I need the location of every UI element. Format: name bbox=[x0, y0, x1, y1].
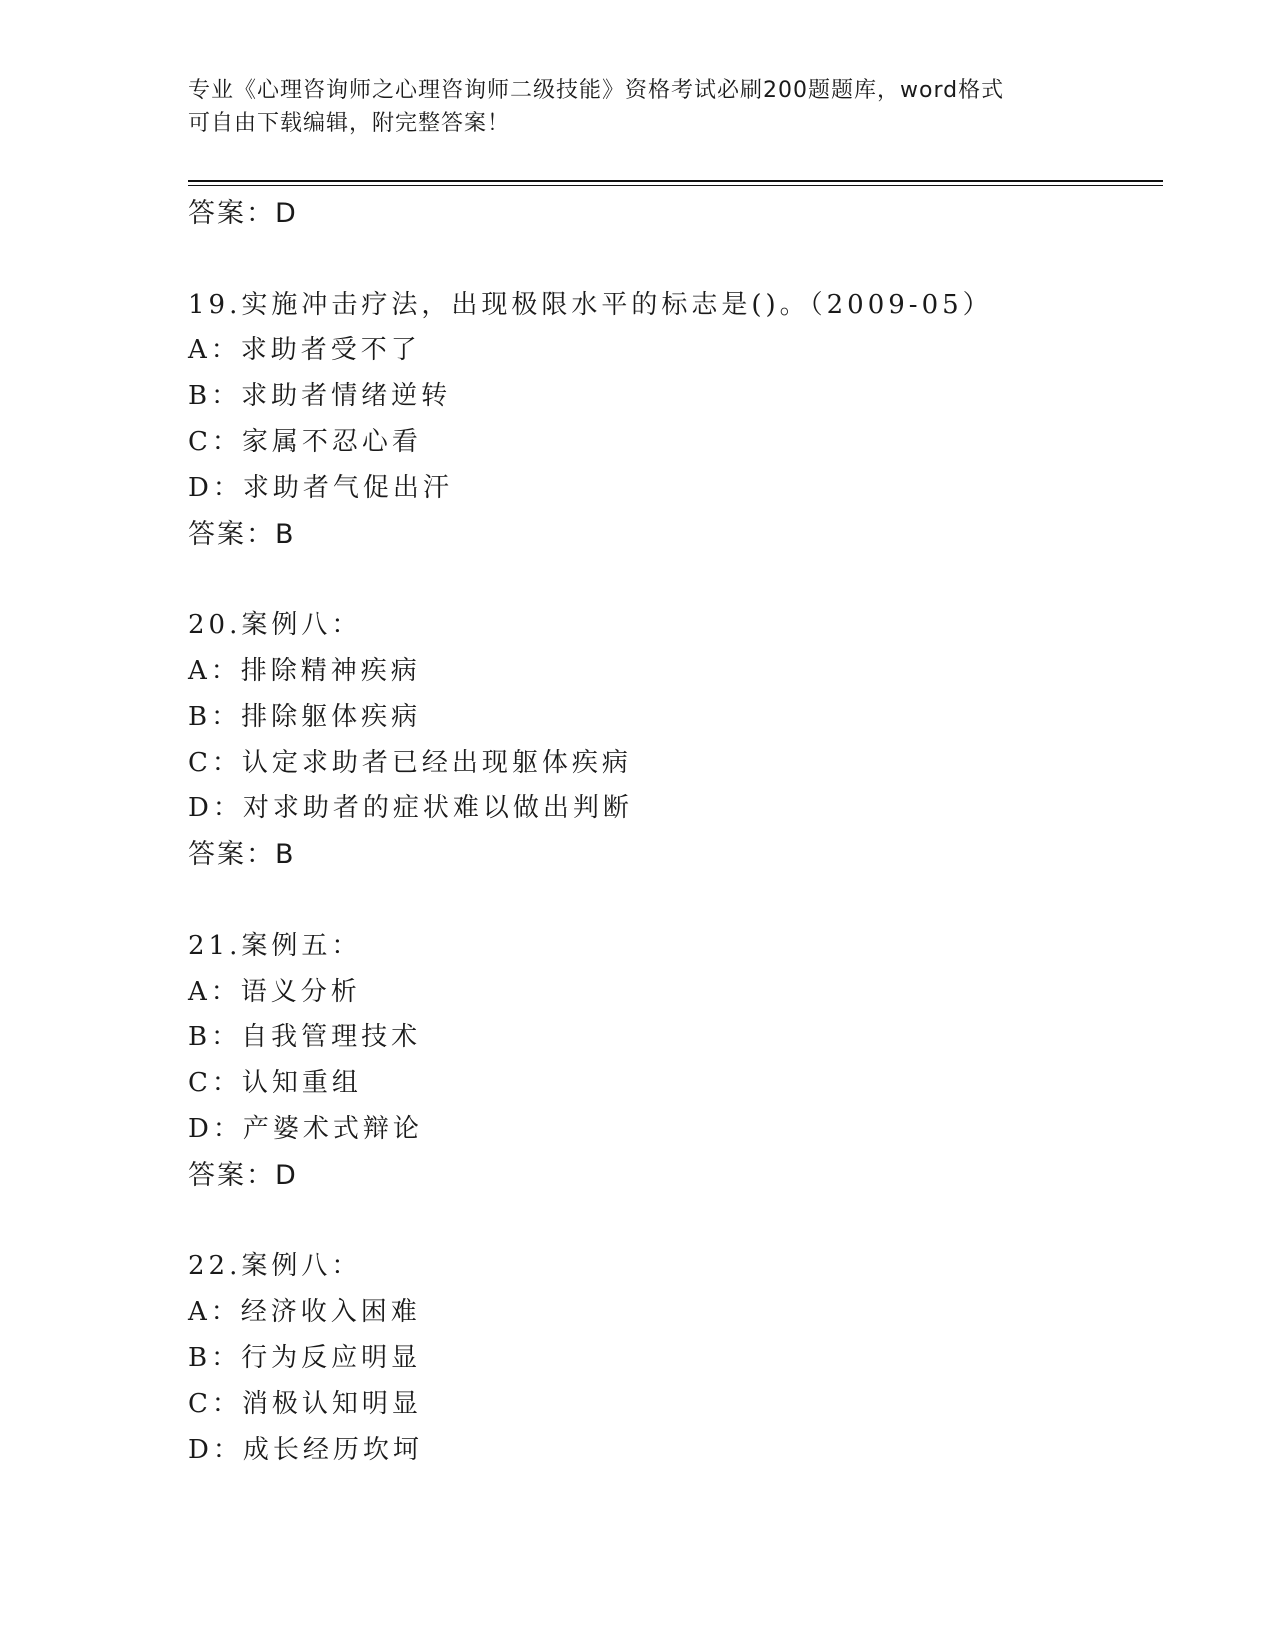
spacer bbox=[188, 557, 1163, 603]
option-d: D：对求助者的症状难以做出判断 bbox=[188, 793, 633, 824]
question-text: 22.案例八： bbox=[188, 1251, 362, 1282]
question-19 bbox=[188, 283, 1163, 558]
option-b: B：排除躯体疾病 bbox=[188, 701, 422, 732]
option-d: D：成长经历坎坷 bbox=[188, 1434, 423, 1465]
option-a: A：经济收入困难 bbox=[188, 1297, 421, 1328]
question-text: 21.案例五： bbox=[188, 930, 362, 961]
option-c: C：认定求助者已经出现躯体疾病 bbox=[188, 747, 632, 778]
spacer bbox=[188, 878, 1163, 924]
option-b: B：自我管理技术 bbox=[188, 1022, 422, 1053]
answer: 答案：D bbox=[188, 1159, 298, 1191]
document-header bbox=[188, 74, 1088, 140]
option-c: C：家属不忍心看 bbox=[188, 426, 422, 457]
option-d: D：求助者气促出汗 bbox=[188, 472, 453, 503]
option-a: A：求助者受不了 bbox=[188, 335, 421, 366]
question-text: 20.案例八： bbox=[188, 610, 362, 641]
answer: 答案：B bbox=[188, 518, 296, 550]
previous-answer: 答案：D bbox=[188, 198, 298, 229]
spacer bbox=[188, 1199, 1163, 1245]
question-20 bbox=[188, 603, 1163, 878]
option-b: B：行为反应明显 bbox=[188, 1342, 422, 1373]
header-line-1: 专业《心理咨询师之心理咨询师二级技能》资格考试必刷200题题库，word格式 bbox=[188, 78, 1005, 103]
header-rule-thin bbox=[188, 185, 1163, 186]
question-list bbox=[188, 191, 1163, 1473]
header-line-2: 可自由下载编辑，附完整答案！ bbox=[188, 111, 511, 136]
option-a: A：语义分析 bbox=[188, 976, 361, 1007]
option-a: A：排除精神疾病 bbox=[188, 655, 421, 686]
option-b: B：求助者情绪逆转 bbox=[188, 381, 452, 412]
question-21 bbox=[188, 924, 1163, 1199]
header-rule-thick bbox=[188, 180, 1163, 182]
option-d: D：产婆术式辩论 bbox=[188, 1113, 423, 1144]
question-text: 19.实施冲击疗法，出现极限水平的标志是()。（2009-05） bbox=[188, 289, 993, 320]
option-c: C：消极认知明显 bbox=[188, 1388, 422, 1419]
spacer bbox=[188, 237, 1163, 283]
question-22 bbox=[188, 1244, 1163, 1473]
option-c: C：认知重组 bbox=[188, 1068, 362, 1099]
answer: 答案：B bbox=[188, 839, 296, 871]
